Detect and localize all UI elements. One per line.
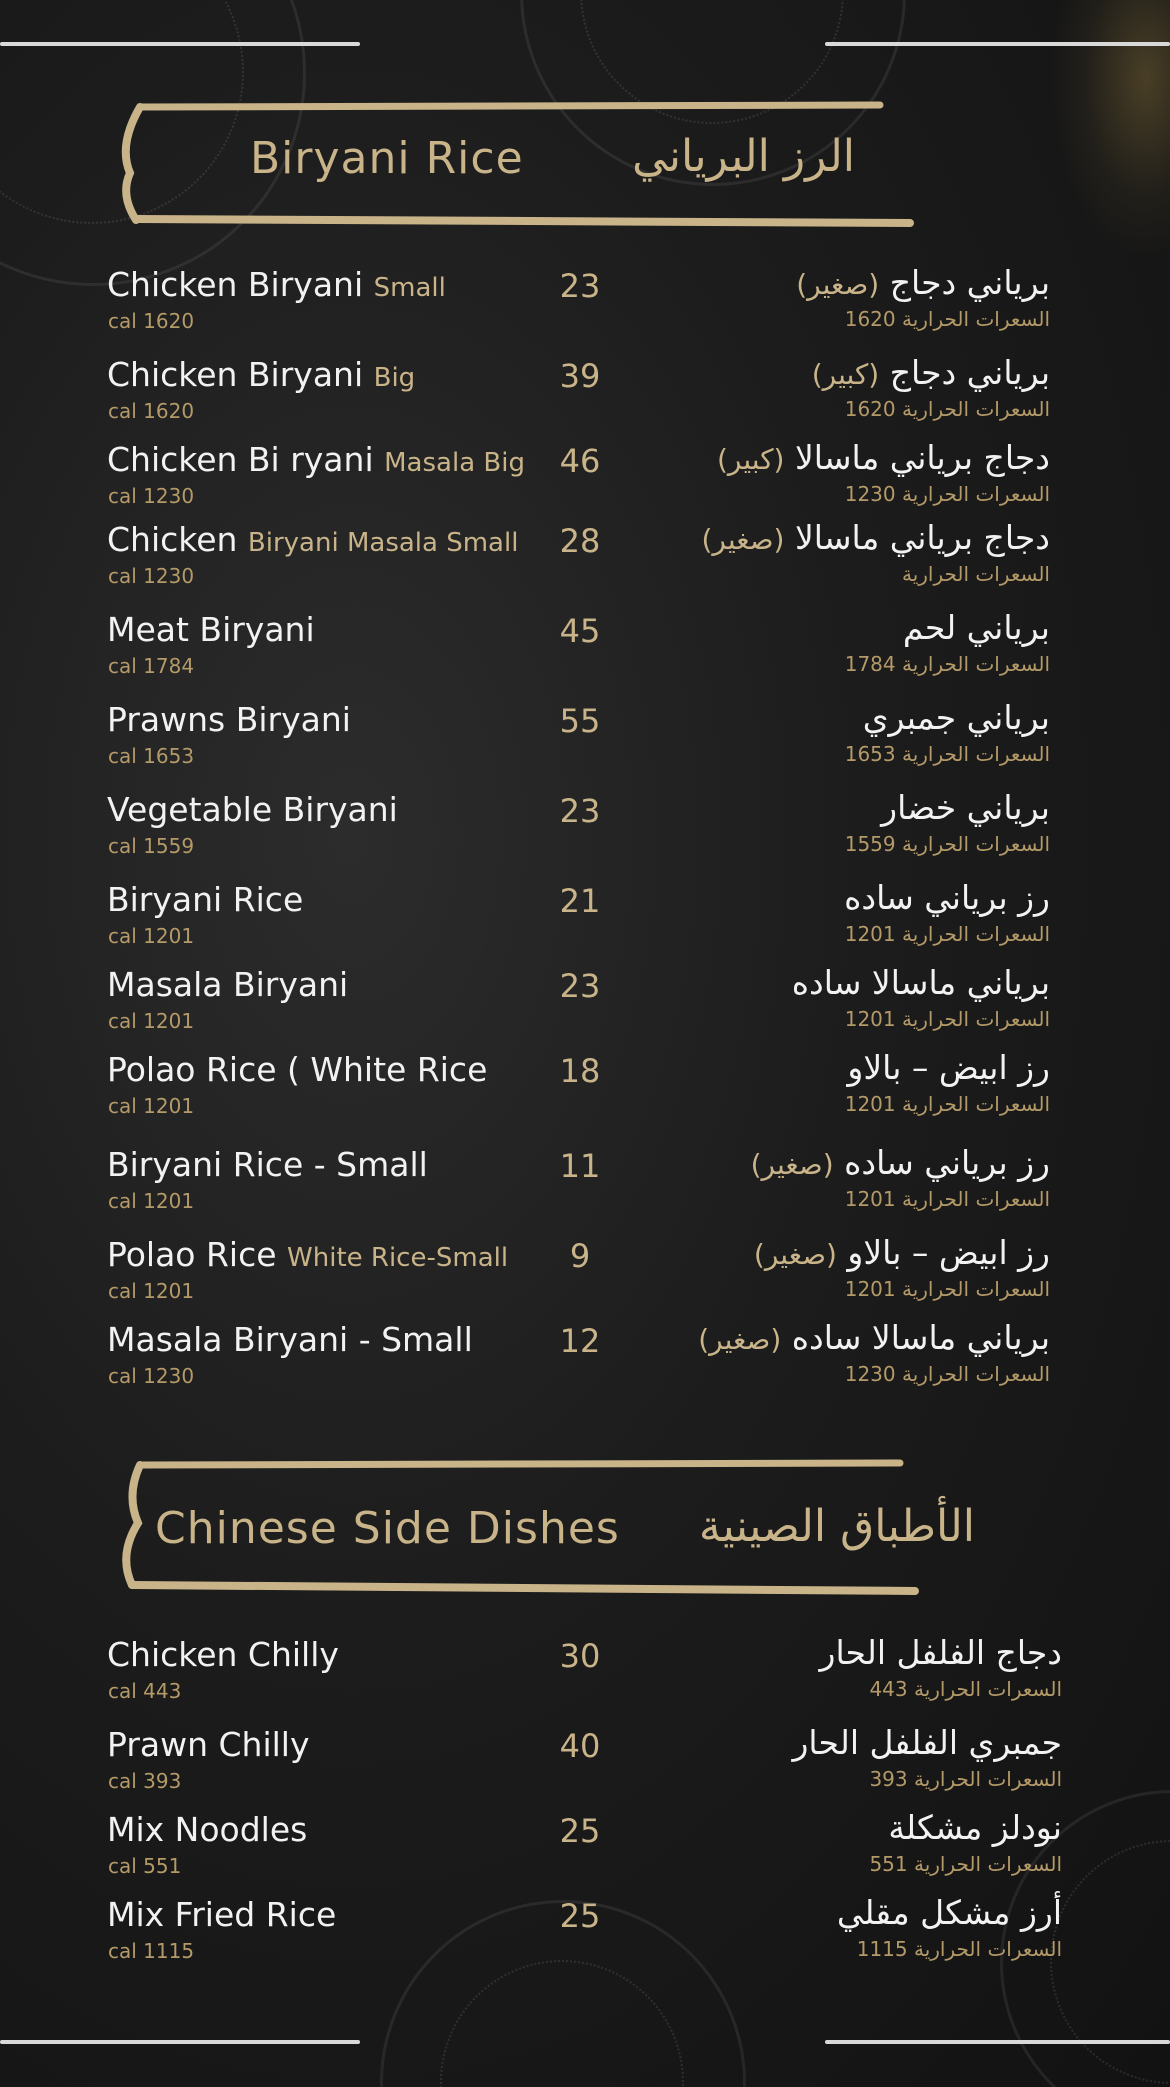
item-calories-en: cal 1559: [108, 834, 195, 858]
item-calories-ar: السعرات الحرارية 1653: [844, 742, 1050, 766]
item-calories-ar: السعرات الحرارية 1230: [844, 1362, 1050, 1386]
menu-item: [0, 1810, 1170, 1890]
item-name-en-text: Chicken Biryani: [107, 355, 364, 394]
item-price: 40: [559, 1727, 601, 1765]
item-calories-ar: السعرات الحرارية 443: [869, 1677, 1062, 1701]
item-name-ar: [751, 1143, 1050, 1182]
item-name-ar-text: دجاج الفلفل الحار: [819, 1633, 1062, 1672]
menu-item: [0, 880, 1170, 960]
item-calories-en: cal 1201: [108, 1094, 195, 1118]
menu-item: [0, 520, 1170, 600]
item-price: 46: [559, 442, 601, 480]
item-name-ar-text: برياني ماسالا ساده: [791, 1318, 1050, 1357]
section-title-en: Biryani Rice: [250, 133, 524, 184]
item-name-en-text: Biryani Rice: [107, 880, 304, 919]
item-name-en-text: Prawns Biryani: [107, 700, 351, 739]
section-banner-chinese: [0, 1455, 1170, 1605]
item-size-ar: (صغير): [750, 1148, 834, 1181]
item-price: 25: [559, 1897, 601, 1935]
menu-item: [0, 610, 1170, 690]
item-calories-ar: السعرات الحرارية 1201: [844, 922, 1050, 946]
item-name-en: [107, 355, 415, 394]
item-calories-en: cal 1201: [108, 1009, 195, 1033]
item-calories-en: cal 1653: [108, 744, 195, 768]
item-name-ar-text: نودلز مشكلة: [888, 1808, 1062, 1847]
item-name-en-text: Chicken Bi ryani: [107, 440, 374, 479]
item-size-ar: (صغير): [796, 268, 880, 301]
menu-item: [0, 965, 1170, 1045]
top-border-left: [0, 42, 360, 46]
menu-item: [0, 1145, 1170, 1225]
item-name-en: [107, 610, 315, 649]
item-price: 55: [559, 702, 601, 740]
item-calories-en: cal 1115: [108, 1939, 195, 1963]
item-size-ar: (كبير): [811, 358, 880, 391]
item-name-ar: [792, 963, 1050, 1002]
item-calories-en: cal 1620: [108, 399, 195, 423]
item-calories-ar: السعرات الحرارية 1230: [844, 482, 1050, 506]
item-name-ar: [701, 518, 1050, 557]
menu-item: [0, 790, 1170, 870]
item-calories-ar: السعرات الحرارية 1201: [844, 1277, 1050, 1301]
item-calories-en: cal 1201: [108, 1279, 195, 1303]
item-name-ar-text: برياني جمبري: [862, 698, 1050, 737]
item-name-en-text: Vegetable Biryani: [107, 790, 398, 829]
menu-item: [0, 440, 1170, 520]
item-price: 23: [559, 967, 601, 1005]
item-calories-ar: السعرات الحرارية 393: [869, 1767, 1062, 1791]
item-calories-en: cal 443: [108, 1679, 182, 1703]
item-name-ar: [793, 1723, 1063, 1762]
item-name-en: [107, 1895, 336, 1934]
item-calories-ar: السعرات الحرارية 1201: [844, 1092, 1050, 1116]
item-size-ar: (صغير): [698, 1323, 782, 1356]
item-name-ar: [888, 1808, 1062, 1847]
item-name-ar: [717, 438, 1050, 477]
menu-item: [0, 1050, 1170, 1130]
menu-item: [0, 1895, 1170, 1975]
item-calories-en: cal 1784: [108, 654, 195, 678]
item-name-en-text: Prawn Chilly: [107, 1725, 310, 1764]
menu-item: [0, 1725, 1170, 1805]
item-size-en: Biryani Masala Small: [247, 528, 519, 558]
top-border-right: [825, 42, 1170, 46]
bottom-border-right: [825, 2040, 1170, 2044]
item-name-ar: [796, 263, 1050, 302]
item-calories-en: cal 551: [108, 1854, 182, 1878]
item-calories-ar: السعرات الحرارية 1620: [844, 397, 1050, 421]
item-calories-en: cal 1230: [108, 484, 195, 508]
item-name-en-text: Mix Noodles: [107, 1810, 308, 1849]
item-name-en-text: Biryani Rice - Small: [107, 1145, 428, 1184]
item-price: 39: [559, 357, 601, 395]
item-name-ar: [903, 608, 1050, 647]
item-name-en-text: Meat Biryani: [107, 610, 315, 649]
item-name-en: [107, 1050, 487, 1089]
item-calories-en: cal 393: [108, 1769, 182, 1793]
item-price: 28: [559, 522, 601, 560]
item-size-en: White Rice-Small: [287, 1243, 509, 1273]
section-title-en: Chinese Side Dishes: [155, 1503, 620, 1554]
menu-item: [0, 1635, 1170, 1715]
section-title-ar: الرز البرياني: [632, 131, 855, 182]
item-size-en: Small: [373, 273, 446, 303]
item-name-ar-text: جمبري الفلفل الحار: [792, 1723, 1062, 1762]
item-calories-ar: السعرات الحرارية 1201: [844, 1187, 1050, 1211]
item-name-ar-text: رز برياني ساده: [844, 878, 1050, 917]
item-calories-ar: السعرات الحرارية 551: [869, 1852, 1062, 1876]
item-name-en: [107, 440, 525, 479]
item-name-ar-text: برياني دجاج: [889, 353, 1050, 392]
menu-item: [0, 265, 1170, 345]
item-name-en-text: Chicken: [107, 520, 238, 559]
item-name-ar-text: رز برياني ساده: [844, 1143, 1050, 1182]
item-price: 45: [559, 612, 601, 650]
item-name-en-text: Masala Biryani: [107, 965, 349, 1004]
item-calories-ar: السعرات الحرارية 1115: [856, 1937, 1062, 1961]
item-name-ar-text: دجاج برياني ماسالا: [794, 438, 1050, 477]
item-name-en-text: Polao Rice ( White Rice: [107, 1050, 488, 1089]
item-size-en: Big: [373, 363, 416, 393]
item-calories-en: cal 1230: [108, 1364, 195, 1388]
item-name-ar: [820, 1633, 1062, 1672]
item-name-ar: [847, 1048, 1050, 1087]
item-name-en: [107, 1810, 307, 1849]
item-name-en-text: Polao Rice: [107, 1235, 277, 1274]
item-name-ar: [812, 353, 1050, 392]
item-name-en: [107, 1145, 428, 1184]
menu-item: [0, 700, 1170, 780]
item-price: 12: [559, 1322, 601, 1360]
item-calories-en: cal 1201: [108, 924, 195, 948]
item-price: 11: [559, 1147, 601, 1185]
item-name-ar-text: رز ابيض – بالاو: [847, 1233, 1050, 1272]
item-name-ar: [698, 1318, 1050, 1357]
item-name-ar-text: رز ابيض – بالاو: [847, 1048, 1050, 1087]
item-name-en-text: Mix Fried Rice: [107, 1895, 337, 1934]
item-name-ar: [844, 878, 1050, 917]
banner-brush-frame: [0, 95, 1170, 245]
item-calories-ar: السعرات الحرارية 1620: [844, 307, 1050, 331]
item-calories-ar: السعرات الحرارية 1559: [844, 832, 1050, 856]
item-calories-en: cal 1230: [108, 564, 195, 588]
menu-item: [0, 355, 1170, 435]
item-price: 23: [559, 792, 601, 830]
item-calories-ar: السعرات الحرارية 1784: [844, 652, 1050, 676]
item-name-en: [107, 965, 348, 1004]
item-calories-ar: السعرات الحرارية: [901, 562, 1050, 586]
menu-item: [0, 1320, 1170, 1400]
item-name-en: [107, 790, 398, 829]
item-name-en: [107, 1635, 339, 1674]
section-banner-biryani: [0, 95, 1170, 245]
item-name-en-text: Chicken Biryani: [107, 265, 364, 304]
item-name-en: [107, 1235, 508, 1274]
item-name-ar-text: برياني ماسالا ساده: [791, 963, 1050, 1002]
item-name-en-text: Chicken Chilly: [107, 1635, 339, 1674]
item-name-en: [107, 520, 518, 559]
item-name-en: [107, 700, 351, 739]
item-calories-ar: السعرات الحرارية 1201: [844, 1007, 1050, 1031]
item-price: 25: [559, 1812, 601, 1850]
item-price: 9: [569, 1237, 591, 1275]
item-calories-en: cal 1201: [108, 1189, 195, 1213]
item-size-en: Masala Big: [384, 448, 525, 478]
item-size-ar: (صغير): [701, 523, 785, 556]
item-size-ar: (كبير): [716, 443, 785, 476]
item-name-ar-text: دجاج برياني ماسالا: [794, 518, 1050, 557]
item-name-ar-text: برياني دجاج: [889, 263, 1050, 302]
item-name-en-text: Masala Biryani - Small: [107, 1320, 473, 1359]
item-price: 30: [559, 1637, 601, 1675]
item-name-ar-text: برياني لحم: [902, 608, 1050, 647]
item-name-ar: [837, 1893, 1062, 1932]
item-price: 18: [559, 1052, 601, 1090]
item-calories-en: cal 1620: [108, 309, 195, 333]
item-size-ar: (صغير): [753, 1238, 837, 1271]
section-title-ar: الأطباق الصينية: [698, 1501, 975, 1552]
item-name-en: [107, 1320, 473, 1359]
bottom-border-left: [0, 2040, 360, 2044]
item-name-ar-text: برياني خضار: [881, 788, 1050, 827]
item-name-ar-text: أرز مشكل مقلي: [836, 1893, 1062, 1932]
item-name-ar: [881, 788, 1050, 827]
menu-item: [0, 1235, 1170, 1315]
item-name-en: [107, 880, 303, 919]
item-price: 23: [559, 267, 601, 305]
item-name-en: [107, 1725, 310, 1764]
item-name-en: [107, 265, 446, 304]
item-name-ar: [754, 1233, 1050, 1272]
item-price: 21: [559, 882, 601, 920]
item-name-ar: [863, 698, 1050, 737]
